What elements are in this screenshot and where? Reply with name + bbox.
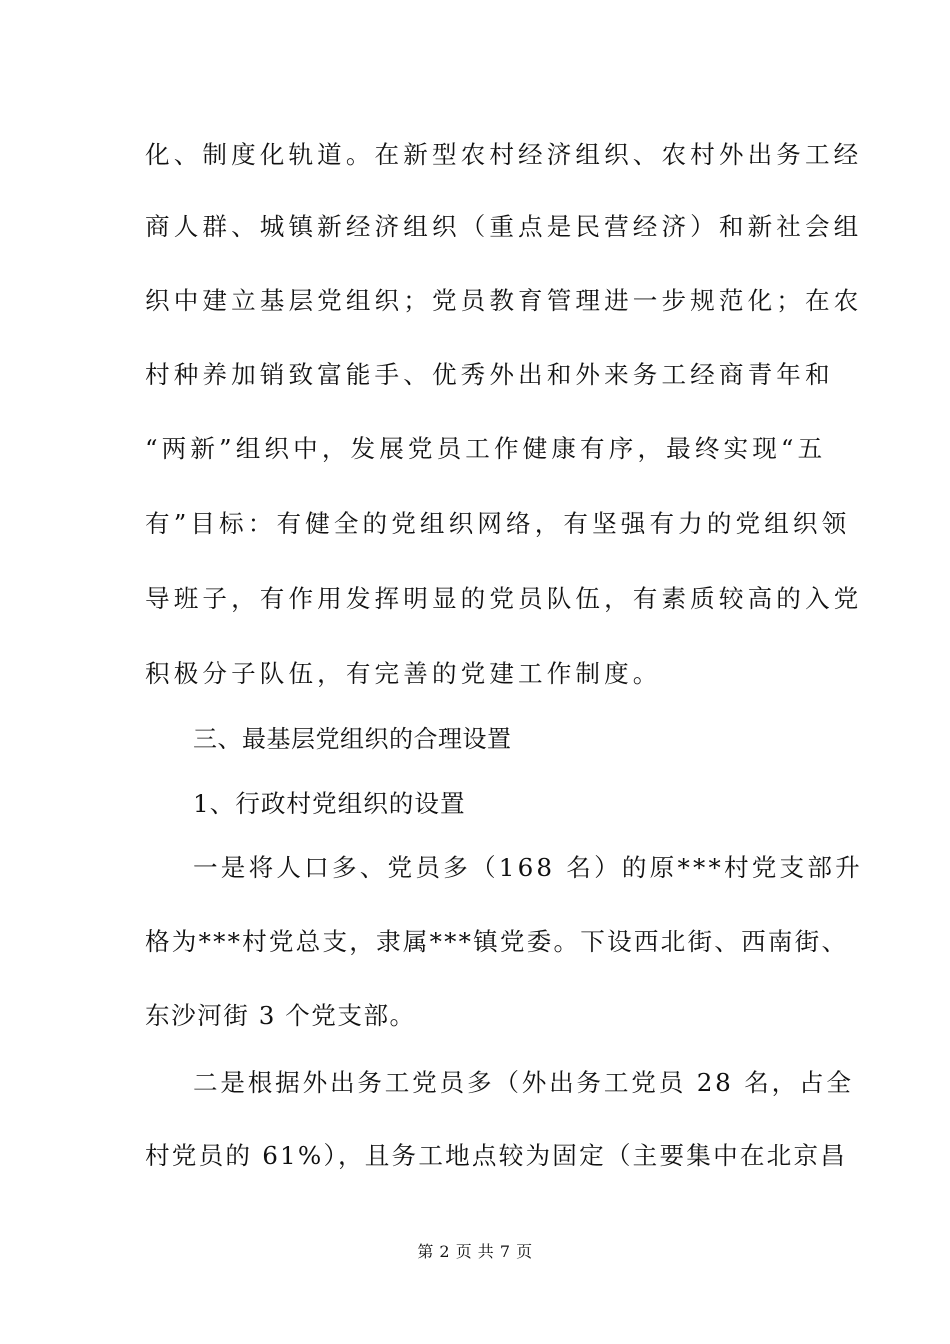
body-text-line: 商人群、城镇新经济组织（重点是民营经济）和新社会组 xyxy=(145,212,863,241)
page-indicator: 第 2 页 共 7 页 xyxy=(417,1242,533,1261)
body-text-line: 有”目标：有健全的党组织网络，有坚强有力的党组织领 xyxy=(145,509,851,538)
body-text-line: 村种养加销致富能手、优秀外出和外来务工经商青年和 xyxy=(145,360,834,389)
body-text-line: 化、制度化轨道。在新型农村经济组织、农村外出务工经 xyxy=(145,140,863,169)
subheading: 1、行政村党组织的设置 xyxy=(193,789,466,818)
body-text-line: “两新”组织中，发展党员工作健康有序，最终实现“五 xyxy=(145,434,827,463)
body-text-line: 二是根据外出务工党员多（外出务工党员 28 名，占全 xyxy=(193,1068,854,1097)
body-text-line: 积极分子队伍，有完善的党建工作制度。 xyxy=(145,659,662,688)
body-text-line: 织中建立基层党组织；党员教育管理进一步规范化；在农 xyxy=(145,286,863,315)
section-heading: 三、最基层党组织的合理设置 xyxy=(193,725,512,753)
body-text-line: 村党员的 61%），且务工地点较为固定（主要集中在北京昌 xyxy=(145,1141,848,1170)
body-text-line: 导班子，有作用发挥明显的党员队伍，有素质较高的入党 xyxy=(145,584,863,613)
body-text-line: 格为***村党总支，隶属***镇党委。下设西北街、西南街、 xyxy=(145,927,849,956)
body-text-line: 东沙河街 3 个党支部。 xyxy=(145,1001,416,1030)
body-text-line: 一是将人口多、党员多（168 名）的原***村党支部升 xyxy=(193,853,863,882)
